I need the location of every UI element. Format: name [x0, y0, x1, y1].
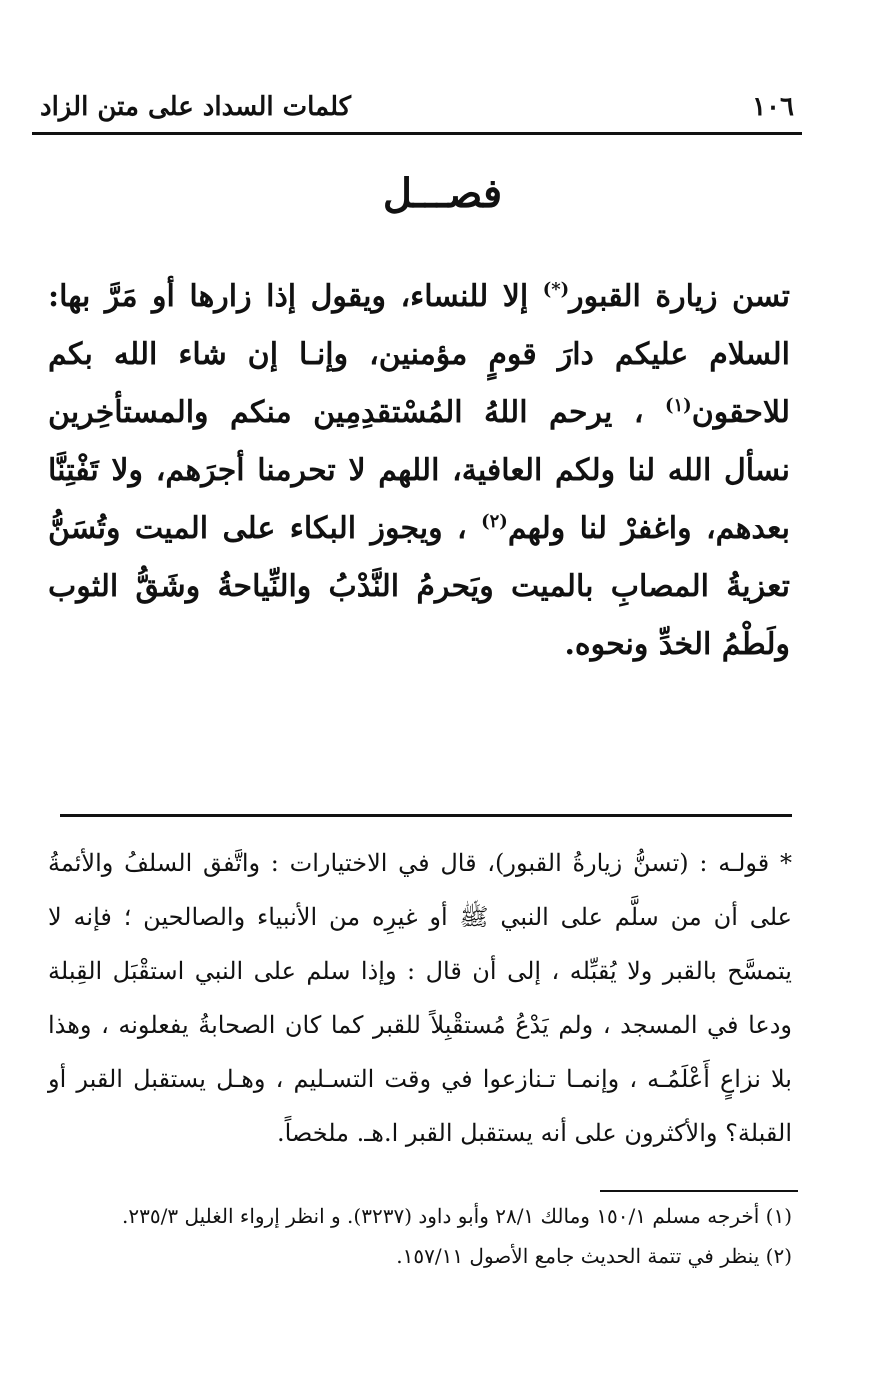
- main-text-part-1: تسن زيارة القبور: [569, 279, 790, 314]
- page-number: ١٠٦: [752, 92, 794, 122]
- commentary-note: [48, 836, 792, 1160]
- footnote-separator-rule: [600, 1190, 798, 1192]
- main-text-part-4: ، ويجوز البكاء على الميت وتُسَنُّ تعزيةُ المصابِ بالميت ويَحرمُ النَّدْبُ والنِّياحةُ وشَقُّ الثوب ولَطْمُ الخدِّ ونحوه.: [48, 511, 790, 662]
- header-rule: [32, 132, 802, 135]
- note-separator-rule: [60, 814, 792, 817]
- section-title: فصـــل: [382, 170, 503, 217]
- main-text-part-3: ، يرحم اللهُ المُسْتقدِمِين منكم والمستأخِرين نسأل الله لنا ولكم العافية، اللهم لا تحرمنا أجرَهم، ولا تَفْتِنَّا بعدهم، واغفرْ لنا ولهم: [48, 395, 790, 546]
- main-paragraph: [48, 268, 790, 674]
- footnote-reference-1: (١): [664, 395, 692, 416]
- note-reference-star: (*): [542, 279, 570, 300]
- main-text-part-2: إلا للنساء، ويقول إذا زارها أو مَرَّ بها: السلام عليكم دارَ قومٍ مؤمنين، وإنـا إن شاء الله بكم للاحقون: [48, 279, 790, 430]
- running-title: كلمات السداد على متن الزاد: [40, 92, 352, 122]
- page-header: [32, 88, 802, 128]
- footnote-1: (١) أخرجه مسلم ١٥٠/١ ومالك ٢٨/١ وأبو داود (٣٢٣٧). و انظر إرواء الغليل ٢٣٥/٣.: [122, 1204, 792, 1228]
- footnote-reference-2: (٢): [481, 511, 508, 532]
- footnotes: [48, 1196, 792, 1276]
- footnote-2: (٢) ينظر في تتمة الحديث جامع الأصول ١٥٧/١١.: [396, 1244, 792, 1268]
- main-text: [48, 268, 790, 674]
- commentary-paragraph: * قولـه : (تسنُّ زيارةُ القبور)، قال في الاختيارات : واتَّفق السلفُ والأئمةُ على أن من سلَّم على النبي ﷺ أو غيرِه من الأنبياء والصالحين ؛ فإنه لا يتمسَّح بالقبر ولا يُقبِّله ، إلى أن قال : وإذا سلم على النبي استقْبَل القِبلة ودعا في المسجد ، ولم يَدْعُ مُستقْبِلاً للقبر كما كان الصحابةُ يفعلونه ، وهذا بلا نزاعٍ أَعْلَمُـه ، وإنمـا تـنازعوا في وقت التسـليم ، وهـل يستقبل القبر أو القبلة؟ والأكثرون على أنه يستقبل القبر ا.هـ. ملخصاً.: [48, 849, 792, 1147]
